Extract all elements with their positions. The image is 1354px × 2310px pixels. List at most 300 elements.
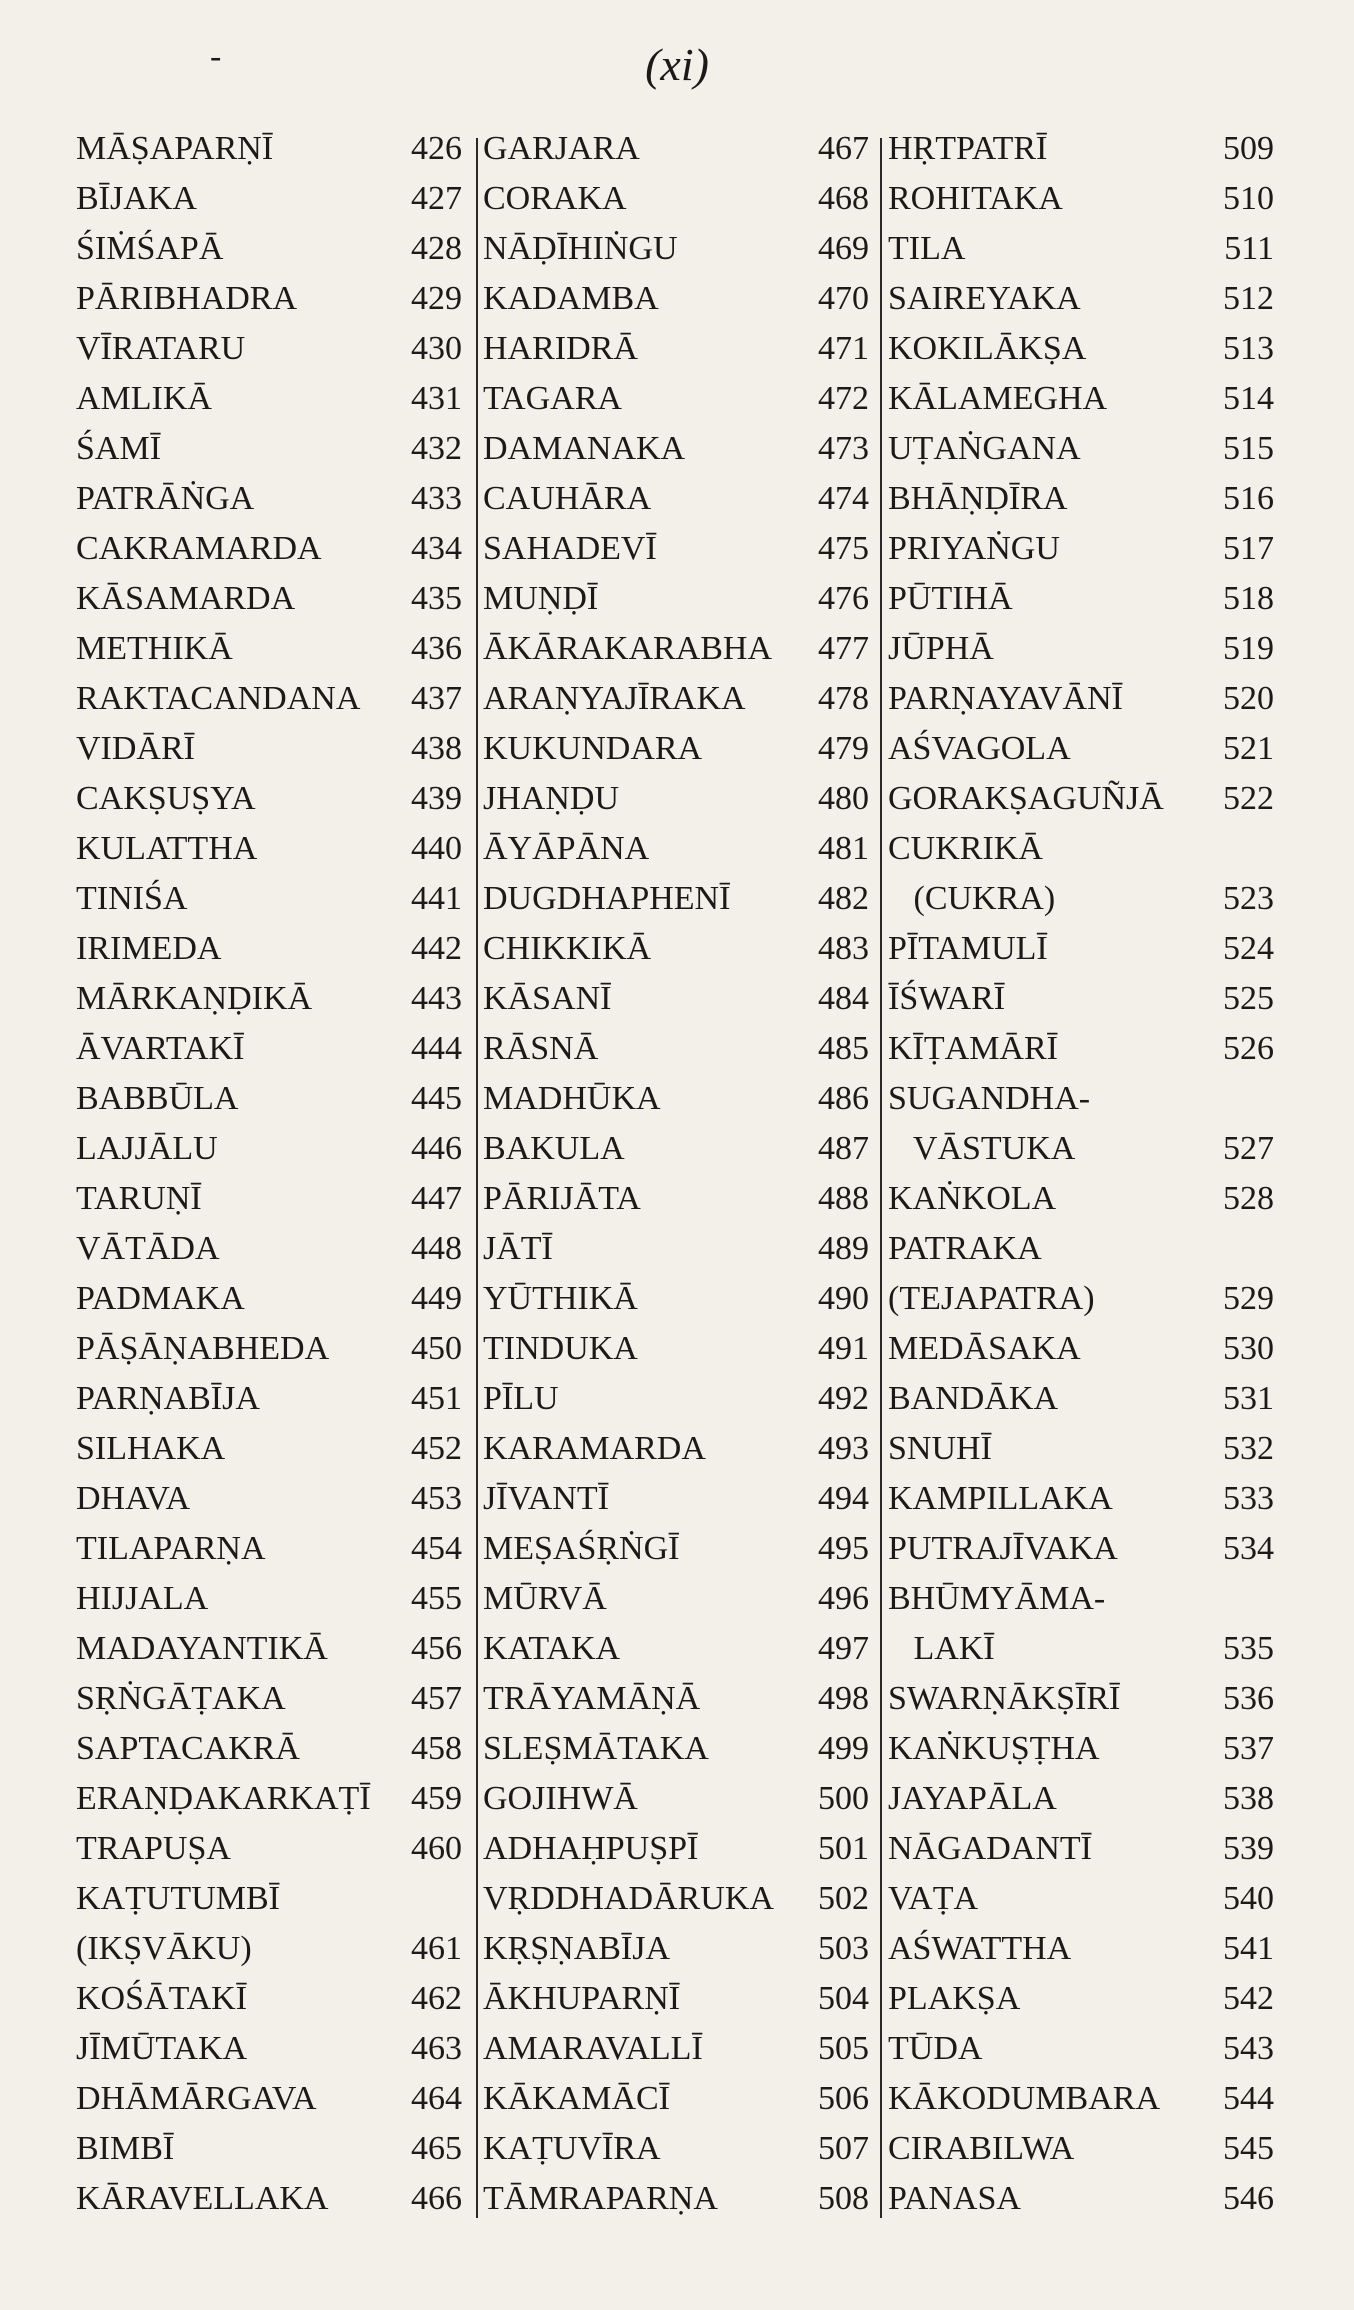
column-divider-1	[476, 138, 478, 2218]
entry-page-number: 537	[1223, 1730, 1274, 1767]
entry-page-number: 541	[1223, 1930, 1274, 1967]
index-entry	[483, 1780, 875, 1830]
entry-page-number: 504	[818, 1980, 869, 2017]
entry-page-number: 544	[1223, 2080, 1274, 2117]
index-entry	[483, 680, 875, 730]
entry-page-number: 449	[411, 1280, 462, 1317]
entry-name: ĀKĀRAKARABHA	[483, 630, 773, 667]
entry-name: MŪRVĀ	[483, 1580, 607, 1617]
entry-page-number: 427	[411, 180, 462, 217]
entry-name: CUKRIKĀ	[888, 830, 1043, 867]
index-entry	[888, 1280, 1280, 1330]
entry-page-number: 431	[411, 380, 462, 417]
entry-page-number: 507	[818, 2130, 869, 2167]
index-entry	[76, 880, 468, 930]
index-column-3	[888, 130, 1280, 2230]
index-entry	[483, 380, 875, 430]
index-entry	[76, 1330, 468, 1380]
entry-name: UṬAṄGANA	[888, 430, 1081, 467]
entry-name: VĪRATARU	[76, 330, 246, 367]
index-entry	[483, 880, 875, 930]
index-entry	[888, 180, 1280, 230]
entry-page-number: 524	[1223, 930, 1274, 967]
entry-page-number: 519	[1223, 630, 1274, 667]
entry-name: KADAMBA	[483, 280, 659, 317]
index-entry	[888, 1480, 1280, 1530]
entry-page-number: 496	[818, 1580, 869, 1617]
entry-page-number: 459	[411, 1780, 462, 1817]
index-entry	[76, 780, 468, 830]
entry-name: SAHADEVĪ	[483, 530, 657, 567]
index-entry	[76, 680, 468, 730]
index-entry	[483, 1130, 875, 1180]
index-entry	[888, 1580, 1280, 1630]
index-entry	[483, 1430, 875, 1480]
entry-name: TARUṆĪ	[76, 1180, 202, 1217]
index-entry	[483, 1080, 875, 1130]
index-entry	[483, 1030, 875, 1080]
index-entry	[888, 230, 1280, 280]
entry-name: VṚDDHADĀRUKA	[483, 1880, 774, 1917]
index-entry	[76, 280, 468, 330]
index-entry	[76, 630, 468, 680]
entry-page-number: 522	[1223, 780, 1274, 817]
entry-name: KAṬUVĪRA	[483, 2130, 661, 2167]
index-entry	[483, 1930, 875, 1980]
entry-name: PLAKṢA	[888, 1980, 1021, 2017]
entry-name: PARṆAYAVĀNĪ	[888, 680, 1123, 717]
index-entry	[888, 330, 1280, 380]
index-entry	[888, 2030, 1280, 2080]
entry-name: DUGDHAPHENĪ	[483, 880, 731, 917]
entry-page-number: 545	[1223, 2130, 1274, 2167]
entry-name: TĀMRAPARṆA	[483, 2180, 718, 2217]
entry-name: KOKILĀKṢA	[888, 330, 1087, 367]
entry-name: KṚṢṆABĪJA	[483, 1930, 671, 1967]
entry-page-number: 428	[411, 230, 462, 267]
entry-page-number: 477	[818, 630, 869, 667]
index-entry	[888, 1330, 1280, 1380]
entry-page-number: 503	[818, 1930, 869, 1967]
entry-name: ĀVARTAKĪ	[76, 1030, 245, 1067]
entry-page-number: 457	[411, 1680, 462, 1717]
entry-name: PUTRAJĪVAKA	[888, 1530, 1118, 1567]
entry-name: SILHAKA	[76, 1430, 226, 1467]
index-entry	[483, 180, 875, 230]
entry-name: ĀKHUPARṆĪ	[483, 1980, 681, 2017]
entry-page-number: 465	[411, 2130, 462, 2167]
entry-page-number: 443	[411, 980, 462, 1017]
entry-page-number: 495	[818, 1530, 869, 1567]
entry-name: CHIKKIKĀ	[483, 930, 652, 967]
index-entry	[76, 1930, 468, 1980]
index-entry	[76, 1680, 468, 1730]
entry-name: BAKULA	[483, 1130, 625, 1167]
entry-name: SAIREYAKA	[888, 280, 1081, 317]
entry-page-number: 497	[818, 1630, 869, 1667]
entry-page-number: 512	[1223, 280, 1274, 317]
entry-name: JŪPHĀ	[888, 630, 994, 667]
entry-page-number: 436	[411, 630, 462, 667]
entry-page-number: 474	[818, 480, 869, 517]
entry-name: SṚṄGĀṬAKA	[76, 1680, 286, 1717]
entry-page-number: 451	[411, 1380, 462, 1417]
entry-name: PRIYAṄGU	[888, 530, 1060, 567]
entry-name: BHŪMYĀMA-	[888, 1580, 1106, 1617]
entry-page-number: 511	[1224, 230, 1274, 267]
entry-page-number: 502	[818, 1880, 869, 1917]
entry-name: SUGANDHA-	[888, 1080, 1091, 1117]
index-entry	[483, 2080, 875, 2130]
entry-name: TINDUKA	[483, 1330, 638, 1367]
entry-name: TRAPUṢA	[76, 1830, 231, 1867]
index-entry	[76, 1580, 468, 1630]
index-entry	[483, 1280, 875, 1330]
index-entry	[888, 430, 1280, 480]
index-entry	[76, 1130, 468, 1180]
entry-name: PATRĀṄGA	[76, 480, 255, 517]
entry-name: KAṄKUṢṬHA	[888, 1730, 1100, 1767]
entry-name: KĀKAMĀCĪ	[483, 2080, 670, 2117]
entry-page-number: 531	[1223, 1380, 1274, 1417]
index-entry	[888, 1180, 1280, 1230]
index-entry	[76, 1480, 468, 1530]
entry-page-number: 468	[818, 180, 869, 217]
entry-page-number: 543	[1223, 2030, 1274, 2067]
entry-name: DHĀMĀRGAVA	[76, 2080, 317, 2117]
index-entry	[888, 1380, 1280, 1430]
index-entry	[888, 630, 1280, 680]
column-divider-2	[880, 138, 882, 2218]
index-entry	[76, 1630, 468, 1680]
entry-name: ARAṆYAJĪRAKA	[483, 680, 746, 717]
entry-name: PĀRIJĀTA	[483, 1180, 641, 1217]
entry-name: KAṄKOLA	[888, 1180, 1057, 1217]
entry-name: DHAVA	[76, 1480, 191, 1517]
entry-name: SNUHĪ	[888, 1430, 992, 1467]
entry-name: JAYAPĀLA	[888, 1780, 1057, 1817]
index-entry	[483, 780, 875, 830]
entry-name: KĀKODUMBARA	[888, 2080, 1161, 2117]
index-entry	[76, 980, 468, 1030]
entry-name: CIRABILWA	[888, 2130, 1075, 2167]
index-entry	[483, 1830, 875, 1880]
index-entry	[76, 530, 468, 580]
entry-page-number: 456	[411, 1630, 462, 1667]
entry-page-number: 530	[1223, 1330, 1274, 1367]
entry-name: LAJJĀLU	[76, 1130, 218, 1167]
entry-name: KĀLAMEGHA	[888, 380, 1108, 417]
entry-name: VIDĀRĪ	[76, 730, 195, 767]
index-entry	[888, 730, 1280, 780]
entry-name: PARṆABĪJA	[76, 1380, 260, 1417]
index-entry	[888, 1080, 1280, 1130]
entry-name: KAṬUTUMBĪ	[76, 1880, 280, 1917]
entry-page-number: 488	[818, 1180, 869, 1217]
entry-page-number: 458	[411, 1730, 462, 1767]
entry-page-number: 442	[411, 930, 462, 967]
entry-name: MEDĀSAKA	[888, 1330, 1081, 1367]
entry-name: PŪTIHĀ	[888, 580, 1013, 617]
index-entry	[76, 1980, 468, 2030]
entry-page-number: 536	[1223, 1680, 1274, 1717]
entry-page-number: 500	[818, 1780, 869, 1817]
index-entry	[76, 1880, 468, 1930]
entry-page-number: 454	[411, 1530, 462, 1567]
entry-name: NĀḌĪHIṄGU	[483, 230, 678, 267]
entry-name: MADHŪKA	[483, 1080, 661, 1117]
entry-page-number: 472	[818, 380, 869, 417]
index-entry	[76, 730, 468, 780]
entry-page-number: 494	[818, 1480, 869, 1517]
index-entry	[483, 1480, 875, 1530]
entry-page-number: 528	[1223, 1180, 1274, 1217]
entry-page-number: 492	[818, 1380, 869, 1417]
index-entry	[888, 280, 1280, 330]
entry-name: BANDĀKA	[888, 1380, 1058, 1417]
index-entry	[888, 1680, 1280, 1730]
entry-page-number: 520	[1223, 680, 1274, 717]
index-entry	[76, 2030, 468, 2080]
index-entry	[76, 1730, 468, 1780]
index-entry	[76, 330, 468, 380]
entry-name: ERAṆḌAKARKAṬĪ	[76, 1780, 371, 1817]
entry-name: MĀṢAPARṆĪ	[76, 130, 274, 167]
entry-name: BĪJAKA	[76, 180, 197, 217]
entry-page-number: 452	[411, 1430, 462, 1467]
entry-page-number: 527	[1223, 1130, 1274, 1167]
entry-page-number: 426	[411, 130, 462, 167]
entry-page-number: 432	[411, 430, 462, 467]
entry-name: TILAPARṆA	[76, 1530, 266, 1567]
index-entry	[888, 1780, 1280, 1830]
entry-name: RAKTACANDANA	[76, 680, 361, 717]
entry-page-number: 534	[1223, 1530, 1274, 1567]
entry-name: KĀRAVELLAKA	[76, 2180, 329, 2217]
index-entry	[483, 1380, 875, 1430]
entry-page-number: 466	[411, 2180, 462, 2217]
entry-page-number: 515	[1223, 430, 1274, 467]
entry-page-number: 480	[818, 780, 869, 817]
entry-name: KĀSANĪ	[483, 980, 612, 1017]
entry-page-number: 509	[1223, 130, 1274, 167]
entry-page-number: 523	[1223, 880, 1274, 917]
index-entry	[888, 2080, 1280, 2130]
entry-page-number: 516	[1223, 480, 1274, 517]
index-entry	[76, 2180, 468, 2230]
entry-page-number: 482	[818, 880, 869, 917]
index-entry	[483, 530, 875, 580]
entry-name: RĀSNĀ	[483, 1030, 599, 1067]
entry-page-number: 471	[818, 330, 869, 367]
index-entry	[483, 2180, 875, 2230]
entry-name: CAKRAMARDA	[76, 530, 322, 567]
entry-page-number: 484	[818, 980, 869, 1017]
index-entry	[888, 1930, 1280, 1980]
entry-page-number: 526	[1223, 1030, 1274, 1067]
entry-page-number: 463	[411, 2030, 462, 2067]
entry-name: VĀSTUKA	[888, 1130, 1076, 1167]
entry-name: LAKĪ	[888, 1630, 995, 1667]
index-entry	[76, 2130, 468, 2180]
entry-name: KARAMARDA	[483, 1430, 706, 1467]
entry-name: JHAṆḌU	[483, 780, 619, 817]
entry-page-number: 485	[818, 1030, 869, 1067]
entry-name: ADHAḤPUṢPĪ	[483, 1830, 699, 1867]
entry-page-number: 441	[411, 880, 462, 917]
entry-page-number: 437	[411, 680, 462, 717]
entry-page-number: 532	[1223, 1430, 1274, 1467]
entry-page-number: 473	[818, 430, 869, 467]
entry-page-number: 435	[411, 580, 462, 617]
entry-name: PANASA	[888, 2180, 1021, 2217]
index-entry	[76, 130, 468, 180]
index-entry	[888, 930, 1280, 980]
index-entry	[76, 1280, 468, 1330]
index-entry	[888, 830, 1280, 880]
entry-name: HṚTPATRĪ	[888, 130, 1048, 167]
entry-page-number: 546	[1223, 2180, 1274, 2217]
entry-page-number: 479	[818, 730, 869, 767]
entry-page-number: 461	[411, 1930, 462, 1967]
entry-page-number: 491	[818, 1330, 869, 1367]
entry-name: HARIDRĀ	[483, 330, 638, 367]
entry-page-number: 518	[1223, 580, 1274, 617]
entry-name: HIJJALA	[76, 1580, 209, 1617]
index-entry	[483, 730, 875, 780]
entry-name: AMLIKĀ	[76, 380, 212, 417]
entry-page-number: 525	[1223, 980, 1274, 1017]
entry-name: (TEJAPATRA)	[888, 1280, 1095, 1317]
entry-page-number: 521	[1223, 730, 1274, 767]
entry-page-number: 464	[411, 2080, 462, 2117]
entry-page-number: 513	[1223, 330, 1274, 367]
entry-name: NĀGADANTĪ	[888, 1830, 1092, 1867]
index-entry	[483, 830, 875, 880]
index-entry	[76, 180, 468, 230]
entry-name: TAGARA	[483, 380, 622, 417]
entry-name: METHIKĀ	[76, 630, 233, 667]
entry-page-number: 489	[818, 1230, 869, 1267]
entry-name: (IKṢVĀKU)	[76, 1930, 252, 1967]
entry-page-number: 535	[1223, 1630, 1274, 1667]
index-entry	[888, 130, 1280, 180]
entry-page-number: 462	[411, 1980, 462, 2017]
entry-name: BHĀṆḌĪRA	[888, 480, 1068, 517]
entry-name: (CUKRA)	[888, 880, 1056, 917]
entry-page-number: 478	[818, 680, 869, 717]
entry-page-number: 542	[1223, 1980, 1274, 2017]
index-entry	[888, 1630, 1280, 1680]
entry-name: BIMBĪ	[76, 2130, 175, 2167]
index-entry	[888, 2180, 1280, 2230]
index-entry	[76, 1530, 468, 1580]
entry-page-number: 481	[818, 830, 869, 867]
index-entry	[888, 580, 1280, 630]
entry-name: KATAKA	[483, 1630, 621, 1667]
entry-name: TINIŚA	[76, 880, 188, 917]
index-entry	[888, 880, 1280, 930]
index-entry	[76, 830, 468, 880]
index-entry	[483, 1180, 875, 1230]
index-entry	[76, 1230, 468, 1280]
index-entry	[483, 130, 875, 180]
entry-page-number: 538	[1223, 1780, 1274, 1817]
entry-page-number: 429	[411, 280, 462, 317]
index-entry	[888, 1530, 1280, 1580]
index-entry	[76, 1780, 468, 1830]
entry-page-number: 434	[411, 530, 462, 567]
index-entry	[888, 1880, 1280, 1930]
entry-name: AŚVAGOLA	[888, 730, 1071, 767]
entry-name: TŪDA	[888, 2030, 983, 2067]
index-entry	[888, 530, 1280, 580]
index-entry	[76, 1380, 468, 1430]
corner-mark: -	[210, 38, 222, 75]
entry-name: IRIMEDA	[76, 930, 222, 967]
index-entry	[483, 2130, 875, 2180]
entry-name: KOŚĀTAKĪ	[76, 1980, 248, 2017]
index-entry	[76, 480, 468, 530]
entry-name: CORAKA	[483, 180, 627, 217]
entry-name: VAṬA	[888, 1880, 979, 1917]
index-entry	[483, 580, 875, 630]
entry-name: PĪTAMULĪ	[888, 930, 1048, 967]
index-entry	[888, 1830, 1280, 1880]
entry-name: AŚWATTHA	[888, 1930, 1072, 1967]
entry-page-number: 540	[1223, 1880, 1274, 1917]
entry-name: KULATTHA	[76, 830, 258, 867]
entry-page-number: 505	[818, 2030, 869, 2067]
entry-page-number: 444	[411, 1030, 462, 1067]
index-entry	[888, 1730, 1280, 1780]
entry-name: AMARAVALLĪ	[483, 2030, 703, 2067]
index-entry	[483, 630, 875, 680]
entry-page-number: 470	[818, 280, 869, 317]
entry-name: ĀYĀPĀNA	[483, 830, 650, 867]
index-entry	[888, 980, 1280, 1030]
entry-page-number: 539	[1223, 1830, 1274, 1867]
entry-name: SAPTACAKRĀ	[76, 1730, 300, 1767]
index-entry	[888, 1030, 1280, 1080]
entry-page-number: 508	[818, 2180, 869, 2217]
entry-page-number: 490	[818, 1280, 869, 1317]
index-entry	[483, 1980, 875, 2030]
index-entry	[76, 1030, 468, 1080]
entry-name: PADMAKA	[76, 1280, 245, 1317]
entry-name: MĀRKAṆḌIKĀ	[76, 980, 313, 1017]
entry-name: ĪŚWARĪ	[888, 980, 1006, 1017]
entry-name: JĪMŪTAKA	[76, 2030, 248, 2067]
index-entry	[483, 1680, 875, 1730]
index-entry	[888, 1230, 1280, 1280]
index-entry	[76, 580, 468, 630]
page-number: (xi)	[645, 39, 709, 90]
entry-page-number: 448	[411, 1230, 462, 1267]
index-entry	[483, 1630, 875, 1680]
entry-page-number: 447	[411, 1180, 462, 1217]
entry-page-number: 467	[818, 130, 869, 167]
index-entry	[483, 2030, 875, 2080]
entry-page-number: 455	[411, 1580, 462, 1617]
index-entry	[483, 480, 875, 530]
index-entry	[483, 430, 875, 480]
entry-name: CAKṢUṢYA	[76, 780, 256, 817]
entry-page-number: 493	[818, 1430, 869, 1467]
entry-name: SLEṢMĀTAKA	[483, 1730, 709, 1767]
entry-page-number: 433	[411, 480, 462, 517]
entry-name: DAMANAKA	[483, 430, 686, 467]
